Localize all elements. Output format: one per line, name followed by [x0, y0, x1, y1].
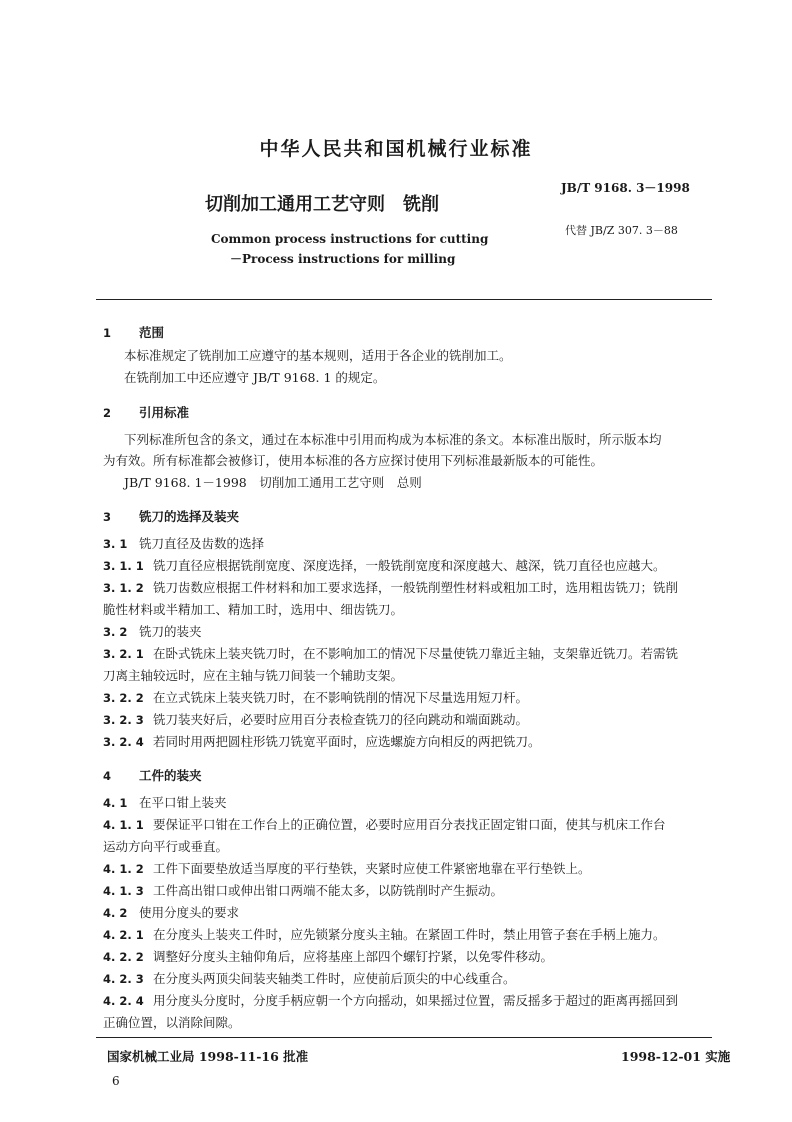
clause-title: 使用分度头的要求 — [139, 905, 240, 920]
paragraph: 在铣削加工中还应遵守 JB/T 9168. 1 的规定。 — [124, 370, 386, 385]
clause-4-2-1 — [103, 927, 666, 943]
clause-4-2-2 — [103, 949, 553, 965]
clause-3-1-2 — [103, 580, 678, 596]
clause-text: 调整好分度头主轴仰角后，应将基座上部四个螺钉拧紧，以免零件移动。 — [153, 949, 554, 964]
effective-date: 1998-12-01 实施 — [621, 1049, 731, 1064]
section-3-heading — [103, 507, 239, 525]
section-2-heading — [103, 403, 189, 421]
clause-4-1-2 — [103, 861, 591, 877]
approval-date: 国家机械工业局 1998-11-16 批准 — [107, 1049, 309, 1064]
org-title: 中华人民共和国机械行业标准 — [259, 138, 533, 160]
clause-4-2 — [103, 905, 239, 921]
section-4-heading — [103, 766, 202, 784]
clause-text: 用分度头分度时，分度手柄应朝一个方向摇动，如果摇过位置，需反摇多于超过的距离再摇回到 — [153, 993, 679, 1008]
clause-text: 在分度头上装夹工件时，应先锁紧分度头主轴。在紧固工件时，禁止用管子套在手柄上施力。 — [153, 927, 666, 942]
section-1-heading — [103, 323, 164, 341]
english-title-line-2: －Process instructions for milling — [230, 252, 456, 266]
section-title: 引用标准 — [139, 405, 190, 420]
clause-title: 铣刀直径及齿数的选择 — [139, 536, 265, 551]
replaces-standard: 代替 JB/Z 307. 3－88 — [565, 224, 678, 237]
reference-entry: JB/T 9168. 1－1998 切削加工通用工艺守则 总则 — [124, 475, 422, 490]
clause-number: 4. 2. 3 — [103, 972, 144, 986]
clause-3-2 — [103, 624, 202, 640]
clause-4-1-1 — [103, 817, 666, 833]
clause-number: 4. 2. 1 — [103, 928, 144, 942]
clause-text: 要保证平口钳在工作台上的正确位置，必要时应用百分表找正固定钳口面，使其与机床工作台 — [153, 817, 666, 832]
footer-divider — [96, 1037, 712, 1038]
section-title: 铣刀的选择及装夹 — [139, 509, 240, 524]
clause-text: 铣刀齿数应根据工件材料和加工要求选择，一般铣削塑性材料或粗加工时，选用粗齿铣刀；铣削 — [153, 580, 679, 595]
clause-3-2-2 — [103, 690, 528, 706]
paragraph: 下列标准所包含的条文，通过在本标准中引用而构成为本标准的条文。本标准出版时，所示版本均 — [124, 432, 662, 447]
clause-number: 4. 1 — [103, 796, 128, 810]
clause-4-1-3 — [103, 883, 503, 899]
paragraph: 为有效。所有标准都会被修订，使用本标准的各方应探讨使用下列标准最新版本的可能性。 — [103, 453, 604, 468]
clause-number: 4. 2. 2 — [103, 950, 144, 964]
clause-text: 在分度头两顶尖间装夹轴类工件时，应使前后顶尖的中心线重合。 — [153, 971, 516, 986]
clause-number: 4. 1. 2 — [103, 862, 144, 876]
paragraph: 本标准规定了铣削加工应遵守的基本规则，适用于各企业的铣削加工。 — [124, 348, 512, 363]
clause-3-2-1 — [103, 646, 678, 662]
clause-number: 3. 2. 2 — [103, 691, 144, 705]
clause-3-2-4 — [103, 734, 541, 750]
clause-4-2-3 — [103, 971, 516, 987]
clause-3-2-3 — [103, 712, 528, 728]
clause-number: 3. 1 — [103, 537, 128, 551]
clause-4-1 — [103, 795, 227, 811]
clause-text: 在立式铣床上装夹铣刀时，在不影响铣削的情况下尽量选用短刀杆。 — [153, 690, 529, 705]
clause-continuation: 运动方向平行或垂直。 — [103, 839, 229, 854]
clause-text: 铣刀直径应根据铣削宽度、深度选择，一般铣削宽度和深度越大、越深，铣刀直径也应越大。 — [153, 558, 666, 573]
clause-number: 3. 2. 1 — [103, 647, 144, 661]
clause-3-1 — [103, 536, 264, 552]
clause-number: 4. 1. 3 — [103, 884, 144, 898]
clause-3-1-1 — [103, 558, 666, 574]
page-number: 6 — [112, 1074, 120, 1088]
section-number: 1 — [103, 326, 112, 340]
section-title: 工件的装夹 — [139, 768, 202, 783]
clause-number: 3. 2 — [103, 625, 128, 639]
clause-text: 铣刀装夹好后，必要时应用百分表检查铣刀的径向跳动和端面跳动。 — [153, 712, 529, 727]
clause-number: 4. 1. 1 — [103, 818, 144, 832]
english-title-line-1: Common process instructions for cutting — [211, 232, 489, 246]
clause-text: 工件下面要垫放适当厚度的平行垫铁，夹紧时应使工件紧密地靠在平行垫铁上。 — [153, 861, 591, 876]
standard-title: 切削加工通用工艺守则 铣削 — [205, 194, 439, 215]
clause-title: 铣刀的装夹 — [139, 624, 202, 639]
clause-number: 4. 2. 4 — [103, 994, 144, 1008]
clause-continuation: 脆性材料或半精加工、精加工时，选用中、细齿铣刀。 — [103, 602, 404, 617]
clause-continuation: 正确位置，以消除间隙。 — [103, 1015, 241, 1030]
clause-continuation: 刀离主轴较远时，应在主轴与铣刀间装一个辅助支架。 — [103, 668, 404, 683]
clause-number: 3. 1. 2 — [103, 581, 144, 595]
clause-4-2-4 — [103, 993, 678, 1009]
section-number: 2 — [103, 406, 112, 420]
clause-text: 工件高出钳口或伸出钳口两端不能太多，以防铣削时产生振动。 — [153, 883, 504, 898]
clause-number: 4. 2 — [103, 906, 128, 920]
clause-number: 3. 2. 3 — [103, 713, 144, 727]
clause-text: 若同时用两把圆柱形铣刀铣宽平面时，应选螺旋方向相反的两把铣刀。 — [153, 734, 541, 749]
section-number: 4 — [103, 769, 112, 783]
section-title: 范围 — [139, 325, 165, 340]
clause-number: 3. 1. 1 — [103, 559, 144, 573]
header-divider — [96, 299, 712, 300]
clause-number: 3. 2. 4 — [103, 735, 144, 749]
standard-number: JB/T 9168. 3－1998 — [561, 181, 690, 195]
section-number: 3 — [103, 510, 112, 524]
clause-text: 在卧式铣床上装夹铣刀时，在不影响加工的情况下尽量使铣刀靠近主轴，支架靠近铣刀。若需铣 — [153, 646, 679, 661]
clause-title: 在平口钳上装夹 — [139, 795, 227, 810]
